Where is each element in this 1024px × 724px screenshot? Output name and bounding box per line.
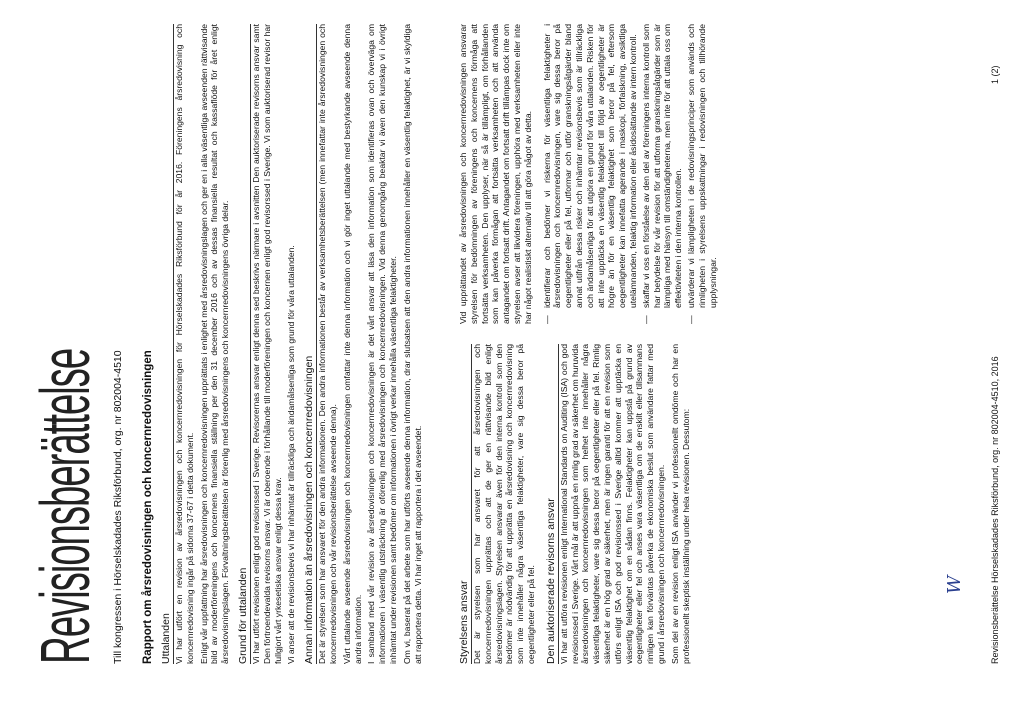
annan-paragraph-2: Vårt uttalande avseende årsredovisningen och koncernredovisningen omfattar inte denna information och vi gör inget uttalande med bestyrkande avseende denna andra information. [341, 24, 363, 664]
auditor-bullet-list [542, 24, 719, 324]
section-title-uttalanden: Uttalanden [160, 24, 174, 664]
annan-paragraph-3: I samband med vår revision av årsredovisningen och koncernredovisningen är det vårt ansvar att läsa den information som identifieras ovan och överväga om informationen i väsentlig utsträckning är oförenlig med årsredovisningen och koncernredovisningen. Vid denna genomgång beaktar vi även den kunskap vi i övrigt inhämtat under revisionen samt bedömer om informationen i övrigt verkar innehålla väsentliga felaktigheter. [366, 24, 398, 664]
styrelsen-paragraph-2: Vid upprättandet av årsredovisningen och koncernredovisningen ansvarar styrelsen för bedömningen av föreningens och koncernens förmåga att fortsätta verksamheten. Den upplyser, när så är tillämpligt, om förhållanden som kan påverka förmågan att fortsätta verksamheten och att använda antagandet om fortsatt drift. Antagandet om fortsatt drift tillämpas dock inte om styrelsen avser att likvidera föreningen, upphöra med verksamheten eller inte har något realistiskt alternativ till att göra något av detta. [458, 24, 533, 324]
section-title-revisor: Den auktoriserade revisorns ansvar [545, 344, 559, 664]
revisor-paragraph-2: Som del av en revision enligt ISA använder vi professionellt omdöme och har en professionellt skeptisk inställning under hela revisionen. Dessutom: [669, 344, 691, 664]
uttalanden-paragraph-2: Enligt vår uppfattning har årsredovisningen och koncernredovisningen upprättats i enlighet med årsredovisningslagen och ger en i alla väsentliga avseenden rättvisande bild av moderföreningens och koncernens finansiella ställning per den 31 december 2016 och av dessas finansiella resultat och kassaflöde för året enligt årsredovisningslagen. Förvaltningsberättelsen är förenlig med årsredovisningens och koncernredovisningens övriga delar. [198, 24, 231, 664]
annan-paragraph-1: Det är styrelsen som har ansvaret för den andra informationen. Den andra informationen består av verksamhetsberättelsen (men innefattar inte årsredovisningen och koncernredovisningen och vår revisionsberättelse avseende denna). [317, 24, 338, 664]
bullet-item-2: — skaffar vi oss en förståelse av den del av föreningens interna kontroll som har betydelse för vår revision för att utforma granskningsåtgärder som är lämpliga med hänsyn till omständigheterna, men inte för att uttala oss om effektiviteten i den interna kontrollen. [641, 24, 684, 324]
section-title-styrelsen: Styrelsens ansvar [458, 344, 472, 664]
report-heading: Rapport om årsredovisningen och koncernredovisningen [142, 350, 154, 664]
bullet-item-3: — utvärderar vi lämpligheten i de redovisningsprinciper som används och rimligheten i styrelsens uppskattningar i redovisningen och tillhörande upplysningar. [686, 24, 718, 324]
section-title-grund: Grund för uttalanden [237, 24, 251, 664]
page-number: 1 (2) [990, 65, 1000, 84]
grund-paragraph-1: Vi har utfört revisionen enligt god revisionssed i Sverige. Revisorernas ansvar enligt denna sed beskrivs närmare i avsnitten Den auktoriserade revisorns ansvar samt Den förtroendevalda revisorns ansvar. Vi är oberoende i förhållande till moderföreningen och koncernen enligt god revisorssed i Sverige. Vi som auktoriserad revisor har fullgjort vårt yrkesetiska ansvar enligt dessa krav. [250, 24, 283, 664]
left-column [458, 344, 691, 664]
revisor-paragraph-1: Vi har att utföra revisionen enligt International Standards on Auditing (ISA) och god revisionssed i Sverige. Vårt mål är att uppnå en rimlig grad av säkerhet om huruvida årsredovisningen och koncernredovisningen som helhet inte innehåller några väsentliga felaktigheter, vare sig dessa beror på oegentligheter eller på fel. Rimlig säkerhet är en hög grad av säkerhet, men är ingen garanti för att en revision som utförs enligt ISA och god revisionssed i Sverige alltid kommer att upptäcka en väsentlig felaktighet om en sådan finns. Felaktigheter kan uppstå på grund av oegentligheter eller fel och anses vara väsentliga om de enskilt eller tillsammans rimligen kan förväntas påverka de ekonomiska beslut som användare fattar med grund i årsredovisningen och koncernredovisningen. [558, 344, 666, 664]
grund-paragraph-2: Vi anser att de revisionsbevis vi har inhämtat är tillräckliga och ändamålsenliga som grund för våra uttalanden. [286, 245, 297, 664]
styrelsen-paragraph-1: Det är styrelsen som har ansvaret för att årsredovisningen och koncernredovisningen upprättas och att de ger en rättvisande bild enligt årsredovisningslagen. Styrelsen ansvarar även för den interna kontroll som den bedömer är nödvändig för att upprätta en årsredovisning och koncernredovisning som inte innehåller några väsentliga felaktigheter, vare sig dessa beror på oegentligheter eller på fel. [472, 344, 536, 664]
uttalanden-paragraph-1: Vi har utfört en revision av årsredovisningen och koncernredovisningen för Hörselskadades Riksförbund för år 2016. Föreningens årsredovisning och koncernredovisning ingår på sidorna 37-67 i detta dokument. [174, 24, 195, 664]
right-column [458, 24, 720, 324]
document-title: Revisionsberättelse [26, 348, 104, 664]
upper-section-block [160, 24, 423, 664]
annan-paragraph-4: Om vi, baserat på det arbete som har utförts avseende denna information, drar slutsatsen att den andra informationen innehåller en väsentlig felaktighet, är vi skyldiga att rapportera detta. Vi har inget att rapportera i det avseendet. [401, 24, 423, 664]
page-footer: Revisionsberättelse Hörselskadades Riksförbund, org. nr 802004-4510, 2016 [990, 356, 1000, 664]
bullet-item-1: — identifierar och bedömer vi riskerna för väsentliga felaktigheter i årsredovisningen och koncernredovisningen, vare sig dessa beror på oegentligheter eller på fel, utformar och utför granskningsåtgärder bland annat utifrån dessa risker och inhämtar revisionsbevis som är tillräckliga och ändamålsenliga för att utgöra en grund för våra uttalanden. Risken för att inte upptäcka en väsentlig felaktighet till följd av oegentligheter är högre än för en väsentlig felaktighet som beror på fel, eftersom oegentligheter kan innefatta agerande i maskopi, förfalskning, avsiktliga utelämnanden, felaktig information eller åsidosättande av intern kontroll. [542, 24, 639, 324]
section-title-annan: Annan information än årsredovisningen och koncernredovisningen [303, 24, 317, 664]
signature-initials: W [944, 575, 965, 594]
recipient-line: Till kongressen i Hörselskadades Riksförbund, org. nr 802004-4510 [112, 350, 124, 664]
